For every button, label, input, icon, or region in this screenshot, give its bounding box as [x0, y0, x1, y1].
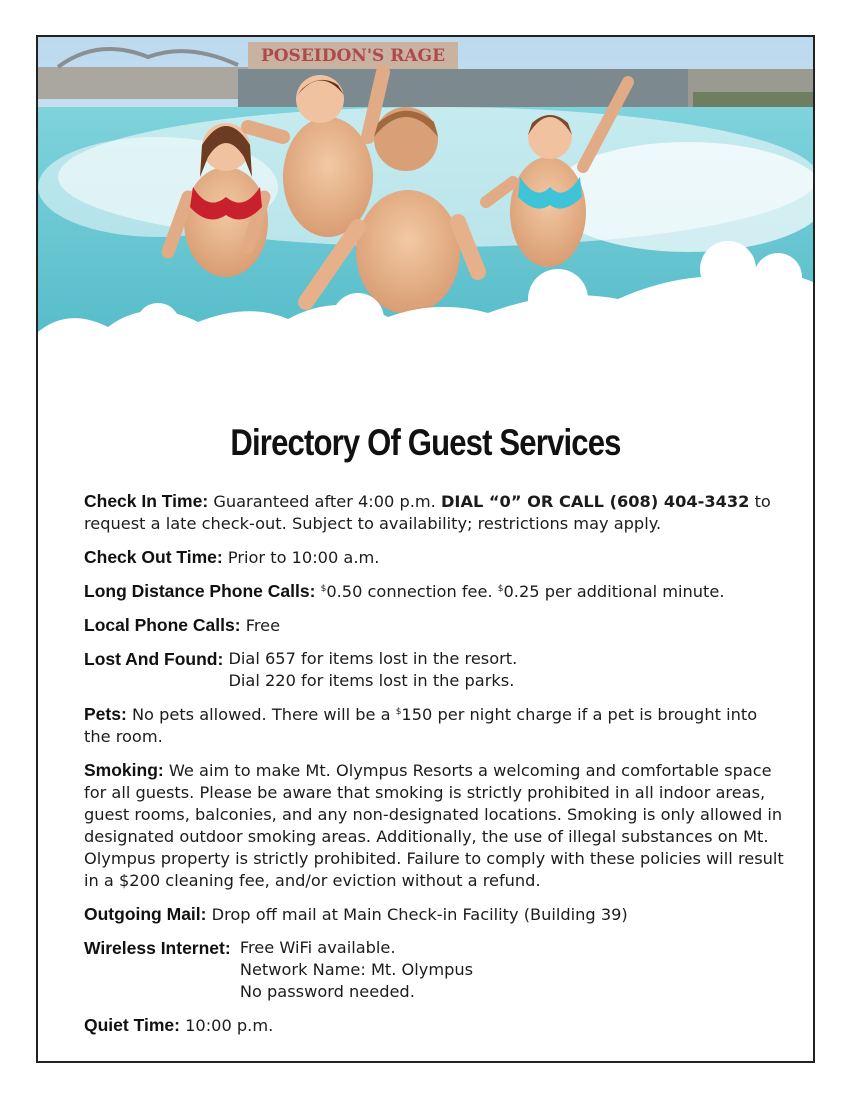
- check-in-phone: DIAL “0” OR CALL (608) 404-3432: [440, 492, 750, 511]
- entry-smoking: [84, 759, 784, 892]
- outgoing-mail-text: Drop off mail at Main Check-in Facility (Building 39): [206, 905, 628, 924]
- entry-lost-found: [84, 648, 784, 692]
- smoking-text: We aim to make Mt. Olympus Resorts a welcoming and comfortable space for all guests. Please be aware that smoking is strictly prohibited in all indoor areas, guest rooms, balconies, and any non-designated locations. Smoking is only allowed in designated outdoor smoking areas. Additionally, the use of illegal substances on Mt. Olympus property is strictly prohibited. Failure to comply with these policies will result in a $200 cleaning fee, and/or eviction without a refund.: [84, 761, 784, 890]
- entry-pets: [84, 703, 784, 748]
- lost-found-parks: Dial 220 for items lost in the parks.: [228, 671, 515, 690]
- currency-symbol: $: [320, 584, 327, 594]
- long-distance-connection-fee: 0.50 connection fee.: [326, 582, 498, 601]
- smoking-label: Smoking:: [84, 760, 164, 780]
- wireless-lines: [240, 937, 473, 1003]
- wifi-password-note: No password needed.: [239, 982, 415, 1001]
- entry-wireless: [84, 937, 784, 1003]
- entry-check-out: [84, 546, 784, 569]
- long-distance-label: Long Distance Phone Calls:: [84, 581, 316, 601]
- park-sign-text: POSEIDON'S RAGE: [260, 46, 446, 66]
- check-in-label: Check In Time:: [84, 491, 209, 511]
- pets-text: No pets allowed. There will be a: [126, 705, 396, 724]
- services-list: [84, 490, 784, 1048]
- currency-symbol: $: [497, 584, 504, 594]
- lost-found-label: Lost And Found:: [84, 649, 224, 669]
- quiet-time-text: 10:00 p.m.: [179, 1016, 274, 1035]
- check-in-text: Guaranteed after 4:00 p.m.: [208, 492, 441, 511]
- document-frame: [36, 35, 815, 1063]
- wifi-available: Free WiFi available.: [239, 938, 396, 957]
- entry-long-distance: [84, 580, 784, 603]
- quiet-time-label: Quiet Time:: [84, 1015, 180, 1035]
- check-out-text: Prior to 10:00 a.m.: [222, 548, 380, 567]
- check-out-label: Check Out Time:: [84, 547, 223, 567]
- entry-local-calls: [84, 614, 784, 637]
- lost-found-resort: Dial 657 for items lost in the resort.: [228, 649, 518, 668]
- pets-charge: 150 per night charge if a pet is brought into the room.: [84, 705, 758, 746]
- local-calls-text: Free: [240, 616, 281, 635]
- page-title: Directory Of Guest Services: [230, 422, 621, 463]
- currency-symbol: $: [395, 707, 402, 717]
- wifi-network-name: Network Name: Mt. Olympus: [239, 960, 474, 979]
- entry-check-in: [84, 490, 784, 535]
- entry-outgoing-mail: [84, 903, 784, 926]
- outgoing-mail-label: Outgoing Mail:: [84, 904, 207, 924]
- entry-quiet-time: [84, 1014, 784, 1037]
- check-in-note: to request a late check-out. Subject to availability; restrictions may apply.: [84, 492, 771, 533]
- wireless-label: Wireless Internet:: [84, 938, 231, 958]
- hero-photo: [38, 37, 813, 382]
- local-calls-label: Local Phone Calls:: [84, 615, 241, 635]
- wave-pool-image: [38, 37, 813, 382]
- long-distance-minute-fee: 0.25 per additional minute.: [503, 582, 725, 601]
- pets-label: Pets:: [84, 704, 127, 724]
- lost-found-lines: [228, 648, 517, 692]
